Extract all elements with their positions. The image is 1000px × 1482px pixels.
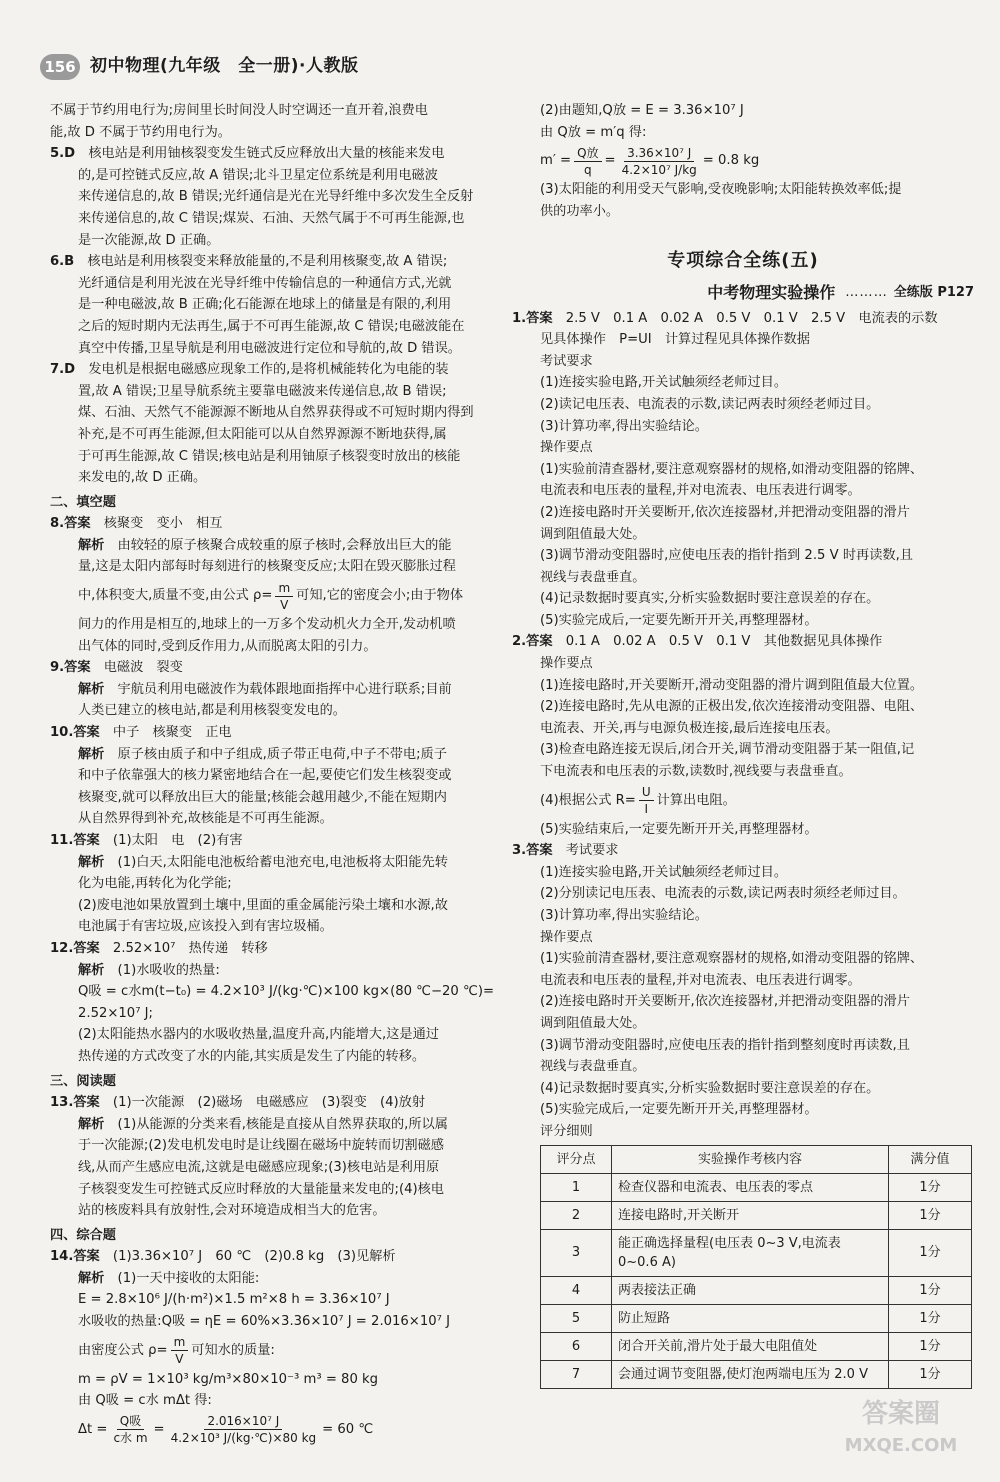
text-line: 调到阻值最大处。 — [540, 1015, 646, 1031]
text-line: (2)读记电压表、电流表的示数,读记两表时须经老师过目。 — [540, 396, 880, 412]
text-line: 电流表、开关,再与电源负极连接,最后连接电压表。 — [540, 720, 839, 736]
table-row — [541, 1201, 972, 1229]
answer-12: 12.答案 2.52×10⁷ 热传递 转移 解析 (1)水吸收的热量: Q吸 = c水m(t−t₀) = 4.2×10³ J/(kg·℃)×100 kg×(80 ℃−20 ℃)= 2.52×10⁷ J; (2)太阳能热水器内的水吸收热量,温度升高,内能增大,这是通过 热传递的方式改变了水的内能,其实质是发生了内能的转移。 — [50, 940, 495, 1064]
answer-11: 11.答案 (1)太阳 电 (2)有害 解析 (1)白天,太阳能电池板给蓄电池充电,电池板将太阳能先转 化为电能,再转化为化学能; (2)废电池如果放置到土壤中,里面的重金属能污染土壤和水源,故 电池属于有害垃圾,应该投入到有害垃圾桶。 — [50, 833, 448, 935]
table-cell: 5 — [541, 1304, 612, 1332]
section-subtitle: 中考物理实验操作 ……… 全练版 P127 — [707, 282, 974, 302]
fraction: $\frac{\text{Q吸}}{\text{c水 m}}$ — [113, 1414, 148, 1446]
text-line: (3)计算功率,得出实验结论。 — [540, 418, 708, 434]
text-line: 电流表和电压表的量程,并对电流表、电压表进行调零。 — [540, 972, 861, 988]
fraction: $\frac{\text{3.36×10⁷ J}}{\text{4.2×10⁷ J/kg}}$ — [621, 145, 697, 177]
answer-3: 3.答案 考试要求 (1)连接实验电路,开关试触须经老师过目。 (2)分别读记电压表、电流表的示数,读记两表时须经老师过目。 (3)计算功率,得出实验结论。 操作要点 (1)实验前清查器材,要注意观察器材的规格,如滑动变阻器的铭牌、 电流表和电压表的量程,并对电流表、电压表进行调零。 (2)连接电路时开关要断开,依次连接器材,并把滑动变阻器的滑片 调到阻值最大处。 (3)调节滑动变阻器时,应使电压表的指针指到整刻度时再读数,且 视线与表盘垂直。 (4)记录数据时要真实,分析实验数据时要注意误差的存在。 (5)实验完成后,一定要先断开开关,再整理器材。 评分细则 — [512, 840, 974, 1142]
answer-1: 1.答案 2.5 V 0.1 A 0.02 A 0.5 V 0.1 V 2.5 V 电流表的示数 见具体操作 P=UI 计算过程见具体操作数据 考试要求 (1)连接实验电路,开关试触须经老师过目。 (2)读记电压表、电流表的示数,读记两表时须经老师过目。 (3)计算功率,得出实验结论。 操作要点 (1)实验前清查器材,要注意观察器材的规格,如滑动变阻器的铭牌、 电流表和电压表的量程,并对电流表、电压表进行调零。 (2)连接电路时开关要断开,依次连接器材,并把滑动变阻器的滑片 调到阻值最大处。 (3)调节滑动变阻器时,应使电压表的指针指到 2.5 V 时再读数,且 视线与表盘垂直。 (4)记录数据时要真实,分析实验数据时要注意误差的存在。 (5)实验完成后,一定要先断开开关,再整理器材。 — [512, 308, 974, 632]
text-line: 5.D 核电站是利用铀核裂变发生链式反应释放出大量的核能来发电 — [50, 146, 445, 162]
text-line: 来传递信息的,故 B 错误;光纤通信是光在光导纤维中多次发生全反射 — [78, 189, 474, 205]
table-row — [541, 1173, 972, 1201]
table-cell: 7 — [541, 1360, 612, 1388]
text-line: 是一次能源,故 D 正确。 — [78, 232, 220, 248]
text-line: (3)检查电路连接无误后,闭合开关,调节滑动变阻器于某一阻值,记 — [540, 742, 915, 758]
table-header: 评分点 — [541, 1145, 612, 1173]
answer-9: 9.答案 电磁波 裂变 解析 宇航员利用电磁波作为载体跟地面指挥中心进行联系;目前 人类已建立的核电站,都是利用核裂变发电的。 — [50, 660, 452, 719]
text-line: 视线与表盘垂直。 — [540, 569, 646, 585]
table-cell: 防止短路 — [612, 1304, 889, 1332]
answer-14: 14.答案 (1)3.36×10⁷ J 60 ℃ (2)0.8 kg (3)见解析 解析 (1)一天中接收的太阳能: E = 2.8×10⁶ J/(h·m²)×1.5 m²×8 h = 3.36×10⁷ J 水吸收的热量:Q吸 = ηE = 60%×3.36×10⁷ J = 2.016×10⁷ J 由密度公式 ρ= $\frac{m}{V}$ 可知水的质量: m = ρV = 1×10³ kg/m³×80×10⁻³ m³ = 80 kg 由 Q吸 = c水 mΔt 得: Δt = $\frac{\text{Q吸}}{\text{c水 m}}$ = $\frac{\text{2.016×10⁷ J}}{\text{4.2×10³ J/(kg·℃)×80 kg}}$ = 60 ℃ — [50, 1249, 450, 1446]
table-cell: 1分 — [889, 1360, 972, 1388]
page-header — [40, 50, 359, 84]
text-line: (4)记录数据时要真实,分析实验数据时要注意误差的存在。 — [540, 591, 880, 607]
question-number: 6.B — [50, 254, 75, 270]
text-line: (1)实验前清查器材,要注意观察器材的规格,如滑动变阻器的铭牌、 — [540, 951, 924, 967]
answer-10: 10.答案 中子 核聚变 正电 解析 原子核由质子和中子组成,质子带正电荷,中子不带电;质子 和中子依靠强大的核力紧密地结合在一起,要使它们发生核裂变或 核聚变,就可以释放出巨大的能量;核能会越用越少,不能在短期内 从自然界得到补充,故核能是不可再生能源。 — [50, 725, 452, 827]
table-cell: 能正确选择量程(电压表 0~3 V,电流表 0~0.6 A) — [612, 1229, 889, 1276]
text-line: 不属于节约用电行为;房间里长时间没人时空调还一直开着,浪费电 — [50, 103, 428, 118]
book-title: 初中物理(九年级 全一册)·人教版 — [90, 56, 359, 77]
text-line: (2)连接电路时,先从电源的正极出发,依次连接滑动变阻器、电阻、 — [540, 699, 924, 715]
table-row — [541, 1229, 972, 1276]
table-cell: 连接电路时,开关断开 — [612, 1201, 889, 1229]
answer-8: 8.答案 核聚变 变小 相互 解析 由较轻的原子核聚合成较重的原子核时,会释放出巨大的能 量,这是太阳内部每时每刻进行的核聚变反应;太阳在毁灭膨胀过程 中,体积变大,质量不变,由公式 ρ= $\frac{m}{V}$ 可知,它的密度会小;由于物体 间力的作用是相互的,地球上的一万多个发动机火力全开,发动机喷 出气体的同时,受到反作用力,从而脱离太阳的引力。 — [50, 516, 464, 654]
answer-label: 8.答案 — [50, 516, 91, 532]
text-line: 电流表和电压表的量程,并对电流表、电压表进行调零。 — [540, 483, 861, 499]
text-line: 操作要点 — [540, 656, 593, 672]
text-line: 6.B 核电站是利用核裂变来释放能量的,不是利用核聚变,故 A 错误; — [50, 254, 448, 270]
text-line: 调到阻值最大处。 — [540, 526, 646, 542]
text-line: (3)调节滑动变阻器时,应使电压表的指针指到 2.5 V 时再读数,且 — [540, 548, 913, 564]
fraction: $\frac{\text{Q放}}{q}$ — [574, 145, 601, 178]
table-cell: 会通过调节变阻器,使灯泡两端电压为 2.0 V — [612, 1360, 889, 1388]
left-column — [50, 100, 495, 1448]
text-line: 下电流表和电压表的示数,读数时,视线要与表盘垂直。 — [540, 764, 852, 780]
text-line: (2)连接电路时开关要断开,依次连接器材,并把滑动变阻器的滑片 — [540, 504, 910, 520]
text-line: (1)连接实验电路,开关试触须经老师过目。 — [540, 375, 788, 391]
table-cell: 1分 — [889, 1173, 972, 1201]
page-reference: 全练版 P127 — [893, 284, 974, 300]
page-number: 156 — [40, 54, 80, 80]
text-line: (3)计算功率,得出实验结论。 — [540, 908, 708, 923]
text-line: 7.D 发电机是根据电磁感应现象工作的,是将机械能转化为电能的装 — [50, 362, 449, 378]
table-cell: 1分 — [889, 1332, 972, 1360]
table-header: 实验操作考核内容 — [612, 1145, 889, 1173]
text-line: 来传递信息的,故 C 错误;煤炭、石油、天然气属于不可再生能源,也 — [78, 210, 465, 226]
section-heading: 二、填空题 — [50, 494, 116, 510]
table-cell: 1分 — [889, 1229, 972, 1276]
text-line: (1)连接实验电路,开关试触须经老师过目。 — [540, 864, 788, 880]
section-heading: 四、综合题 — [50, 1227, 116, 1243]
text-line: 光纤通信是利用光波在光导纤维中传输信息的一种通信方式,光就 — [78, 275, 452, 291]
fraction: $\frac{m}{V}$ — [171, 1334, 189, 1367]
table-cell: 1 — [541, 1173, 612, 1201]
text-line: 能,故 D 不属于节约用电行为。 — [50, 124, 231, 140]
table-cell: 4 — [541, 1276, 612, 1304]
text-line: (3)调节滑动变阻器时,应使电压表的指针指到整刻度时再读数,且 — [540, 1037, 910, 1053]
text-line: (5)实验完成后,一定要先断开开关,再整理器材。 — [540, 612, 818, 628]
table-cell: 1分 — [889, 1276, 972, 1304]
fraction: $\frac{m}{V}$ — [275, 580, 293, 613]
table-cell: 两表接法正确 — [612, 1276, 889, 1304]
watermark-logo: 答案圈 MXQE.COM — [844, 1399, 958, 1456]
table-row — [541, 1276, 972, 1304]
text-line: 操作要点 — [540, 929, 593, 945]
table-cell: 1分 — [889, 1304, 972, 1332]
table-cell: 6 — [541, 1332, 612, 1360]
table-row — [541, 1304, 972, 1332]
table-cell: 闭合开关前,滑片处于最大电阻值处 — [612, 1332, 889, 1360]
scoring-table — [540, 1145, 972, 1389]
fraction: $\frac{U}{I}$ — [639, 784, 654, 817]
text-line: 置,故 A 错误;卫星导航系统主要靠电磁波来传递信息,故 B 错误; — [78, 383, 447, 399]
question-number: 5.D — [50, 146, 76, 162]
table-cell: 2 — [541, 1201, 612, 1229]
table-header: 满分值 — [889, 1145, 972, 1173]
text-line: (1)连接电路时,开关要断开,滑动变阻器的滑片调到阻值最大位置。 — [540, 677, 924, 693]
table-cell: 检查仪器和电流表、电压表的零点 — [612, 1173, 889, 1201]
text-line: 考试要求 — [540, 353, 593, 369]
table-row — [541, 1332, 972, 1360]
text-line: (4)记录数据时要真实,分析实验数据时要注意误差的存在。 — [540, 1080, 880, 1096]
table-cell: 3 — [541, 1229, 612, 1276]
text-line: (5)实验完成后,一定要先断开开关,再整理器材。 — [540, 1102, 818, 1118]
text-line: 视线与表盘垂直。 — [540, 1059, 646, 1075]
analysis-label: 解析 — [78, 537, 105, 553]
text-line: (2)分别读记电压表、电流表的示数,读记两表时须经老师过目。 — [540, 886, 906, 902]
right-column: (2)由题知,Q放 = E = 3.36×10⁷ J 由 Q放 = m′q 得: m′ = $\frac{\text{Q放}}{q}$ = $\frac{\text{3.36×10⁷ J}}{\text{4.2×10⁷ J/kg}}$ = 0.8 kg (3)太阳能的利用受天气影响,受夜晚影响;太阳能转换效率低;提 供的功率小。 专项综合全练(五) 中考物理实验操作 ……… 全练版 P127 1.答案 2.5 V 0.1 A 0.02 A 0.5 V 0.1 V 2.5 V 电流表的示数 见具体操作 P=UI 计算过程见具体操作数据 考试要求 (1)连接实验电路,开关试触须经老师过目。 (2)读记电压表、电流表的示数,读记两表时须经老师过目。 (3)计算功率,得出实验结论。 操作要点 (1)实验前清查器材,要注意观察器材的规格,如滑动变阻器的铭牌、 电流表和电压表的量程,并对电流表、电压表进行调零。 (2)连接电路时开关要断开,依次连接器材,并把滑动变阻器的滑片 调到阻值最大处。 (3)调节滑动变阻器时,应使电压表的指针指到 2.5 V 时再读数,且 视线与表盘垂直。 (4)记录数据时要真实,分析实验数据时要注意误差的存在。 (5)实验完成后,一定要先断开开关,再整理器材。 2.答案 0.1 A 0.02 A 0.5 V 0.1 V 其他数据见具体操作 操作要点 (1)连接电路时,开关要断开,滑动变阻器的滑片调到阻值最大位置。 (2)连接电路时,先从电源的正极出发,依次连接滑动变阻器、电阻、 电流表、开关,再与电源负极连接,最后连接电压表。 (3)检查电路连接无误后,闭合开关,调节滑动变阻器于某一阻值,记 下电流表和电压表的示数,读数时,视线要与表盘垂直。 (4)根据公式 R= $\frac{U}{I}$ 计算出电阻。 (5)实验结束后,一定要先断开开关,再整理器材。 3.答案 考试要求 (1)连接实验电路,开关试触须经老师过目。 (2)分别读记电压表、电流表的示数,读记两表时须经老师过目。 (3)计算功率,得出实验结论。 操作要点 (1)实验前清查器材,要注意观察器材的规格,如滑动变阻器的铭牌、 电流表和电压表的量程,并对电流表、电压表进行调零。 (2)连接电路时开关要断开,依次连接器材,并把滑动变阻器的滑片 调到阻值最大处。 (3)调节滑动变阻器时,应使电压表的指针指到整刻度时再读数,且 视线与表盘垂直。 (4)记录数据时要真实,分析实验数据时要注意误差的存在。 (5)实验完成后,一定要先断开开关,再整理器材。 评分细则 评分点 实验操作考核内容 满分值 1 检查仪器和电流表、电压表的零点 1分 2 连接电路时,开关断开 1分 3 能正确选择量程(电压表 0~3 V,电流表 0~0.6 A) 1分 4 两表接法正确 1分 5 防止短路 1分 6 闭合开关前,滑片处于最大电阻值处 1分 7 会通过调节变阻器,使灯泡两端电压为 2.0 V 1分 — [512, 100, 974, 1389]
table-cell: 1分 — [889, 1201, 972, 1229]
text-line: 是一种电磁波,故 B 正确;化石能源在地球上的储量是有限的,利用 — [78, 297, 452, 313]
answer-13: 13.答案 (1)一次能源 (2)磁场 电磁感应 (3)裂变 (4)放射 解析 (1)从能源的分类来看,核能是直接从自然界获取的,所以属 于一次能源;(2)发电机发电时是让线圈在磁场中旋转而切割磁感 线,从而产生感应电流,这就是电磁感应现象;(3)核电站是利用原 子核裂变发生可控链式反应时释放的大量能量来发电的;(4)核电 站的核废料具有放射性,会对环境造成相当大的危害。 — [50, 1095, 448, 1219]
text-line: (2)连接电路时开关要断开,依次连接器材,并把滑动变阻器的滑片 — [540, 994, 910, 1010]
text-line: 于可再生能源,故 C 错误;核电站是利用铀原子核裂变时放出的核能 — [78, 448, 461, 464]
text-line: 操作要点 — [540, 440, 593, 456]
text-line: 见具体操作 P=UI 计算过程见具体操作数据 — [540, 332, 810, 348]
text-line: 煤、石油、天然气不能源源不断地从自然界获得或不可短时期内得到 — [78, 405, 474, 421]
text-line: 真空中传播,卫星导航是利用电磁波进行定位和导航的,故 D 错误。 — [78, 340, 461, 356]
text-line: 补充,是不可再生能源,但太阳能可以从自然界源源不断地获得,属 — [78, 426, 447, 442]
fraction: $\frac{\text{2.016×10⁷ J}}{\text{4.2×10³ J/(kg·℃)×80 kg}}$ — [170, 1414, 317, 1446]
text-line: 来发电的,故 D 正确。 — [78, 470, 207, 486]
section-title: 专项综合全练(五) — [667, 250, 819, 272]
text-line: 的,是可控链式反应,故 A 错误;北斗卫星定位系统是利用电磁波 — [78, 167, 438, 183]
question-number: 7.D — [50, 362, 76, 378]
text-line: 评分细则 — [540, 1123, 593, 1139]
section-heading: 三、阅读题 — [50, 1073, 116, 1089]
text-line: 之后的短时期内无法再生,属于不可再生能源,故 C 错误;电磁波能在 — [78, 318, 465, 334]
answer-2: 2.答案 0.1 A 0.02 A 0.5 V 0.1 V 其他数据见具体操作 操作要点 (1)连接电路时,开关要断开,滑动变阻器的滑片调到阻值最大位置。 (2)连接电路时,先从电源的正极出发,依次连接滑动变阻器、电阻、 电流表、开关,再与电源负极连接,最后连接电压表。 (3)检查电路连接无误后,闭合开关,调节滑动变阻器于某一阻值,记 下电流表和电压表的示数,读数时,视线要与表盘垂直。 (4)根据公式 R= $\frac{U}{I}$ 计算出电阻。 (5)实验结束后,一定要先断开开关,再整理器材。 — [512, 631, 974, 840]
table-row — [541, 1360, 972, 1388]
text-line: (1)实验前清查器材,要注意观察器材的规格,如滑动变阻器的铭牌、 — [540, 461, 924, 477]
